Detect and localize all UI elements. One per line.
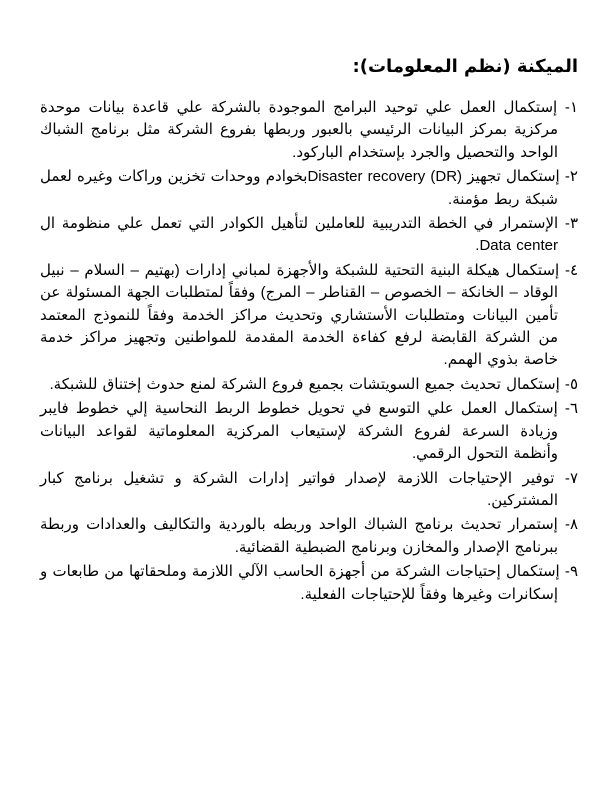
- list-item-5: ٥- إستكمال تحديث جميع السويتشات بجميع فروع الشركة لمنع حدوث إختناق للشبكة.: [49, 375, 578, 393]
- list-item-4: ٤- إستكمال هيكلة البنية التحتية للشبكة والأجهزة لمباني إدارات (بهتيم – السلام – نبيل الوقاد – الخانكة – الخصوص – القناطر – المرج) وفقاً لمتطلبات الجهة المسئولة عن تأمين البيانات ومتطلبات الأستشاري وتحديث مراكز الخدمة وفقاً للنموذج المعتمد من الشركة القابضة لرفع كفاءة الخدمة المقدمة للمواطنين وتجهيز مراكز خدمة خاصة بذوي الهمم.: [40, 261, 578, 369]
- list-item-7: ٧- توفير الإحتياجات اللازمة لإصدار فواتير إدارات الشركة و تشغيل برنامج كبار المشتركين.: [40, 469, 578, 509]
- list-item-8: ٨- إستمرار تحديث برنامج الشباك الواحد وربطه بالوردية والتكاليف والعدادات وربطة ببرنامج الإصدار والمخازن وبرنامج الضبطية القضائية.: [40, 516, 578, 556]
- list-item-6: ٦- إستكمال العمل علي التوسع في تحويل خطوط الربط النحاسية إلي خطوط فايبر وزيادة السرعة لفروع الشركة لإستيعاب المركزية المعلوماتية لقواعد البيانات وأنظمة التحول الرقمي.: [40, 400, 578, 463]
- document-content: [40, 52, 578, 608]
- list-item-2: ٢- إستكمال تجهيز Disaster recovery (DR)‎بخوادم ووحدات تخزين وراكات وغيره لعمل شبكة ربط مؤمنة.: [40, 168, 578, 208]
- section-title: الميكنة (نظم المعلومات):: [352, 56, 578, 77]
- list-item-3: ٣- الإستمرار في الخطة التدريبية للعاملين لتأهيل الكوادر التي تعمل علي منظومة ال Data center.: [40, 215, 578, 255]
- list-item-1: ١- إستكمال العمل علي توحيد البرامج الموجودة بالشركة علي قاعدة بيانات موحدة مركزية بمركز البيانات الرئيسي بالعبور وربطها بفروع الشركة مثل برنامج الشباك الواحد والتحصيل والجرد بإستخدام الباركود.: [40, 99, 578, 161]
- list-item-9: ٩- إستكمال إحتياجات الشركة من أجهزة الحاسب الآلي اللازمة وملحقاتها من طابعات و إسكانرات وغيرها وفقاً للإحتياجات الفعلية.: [40, 563, 578, 603]
